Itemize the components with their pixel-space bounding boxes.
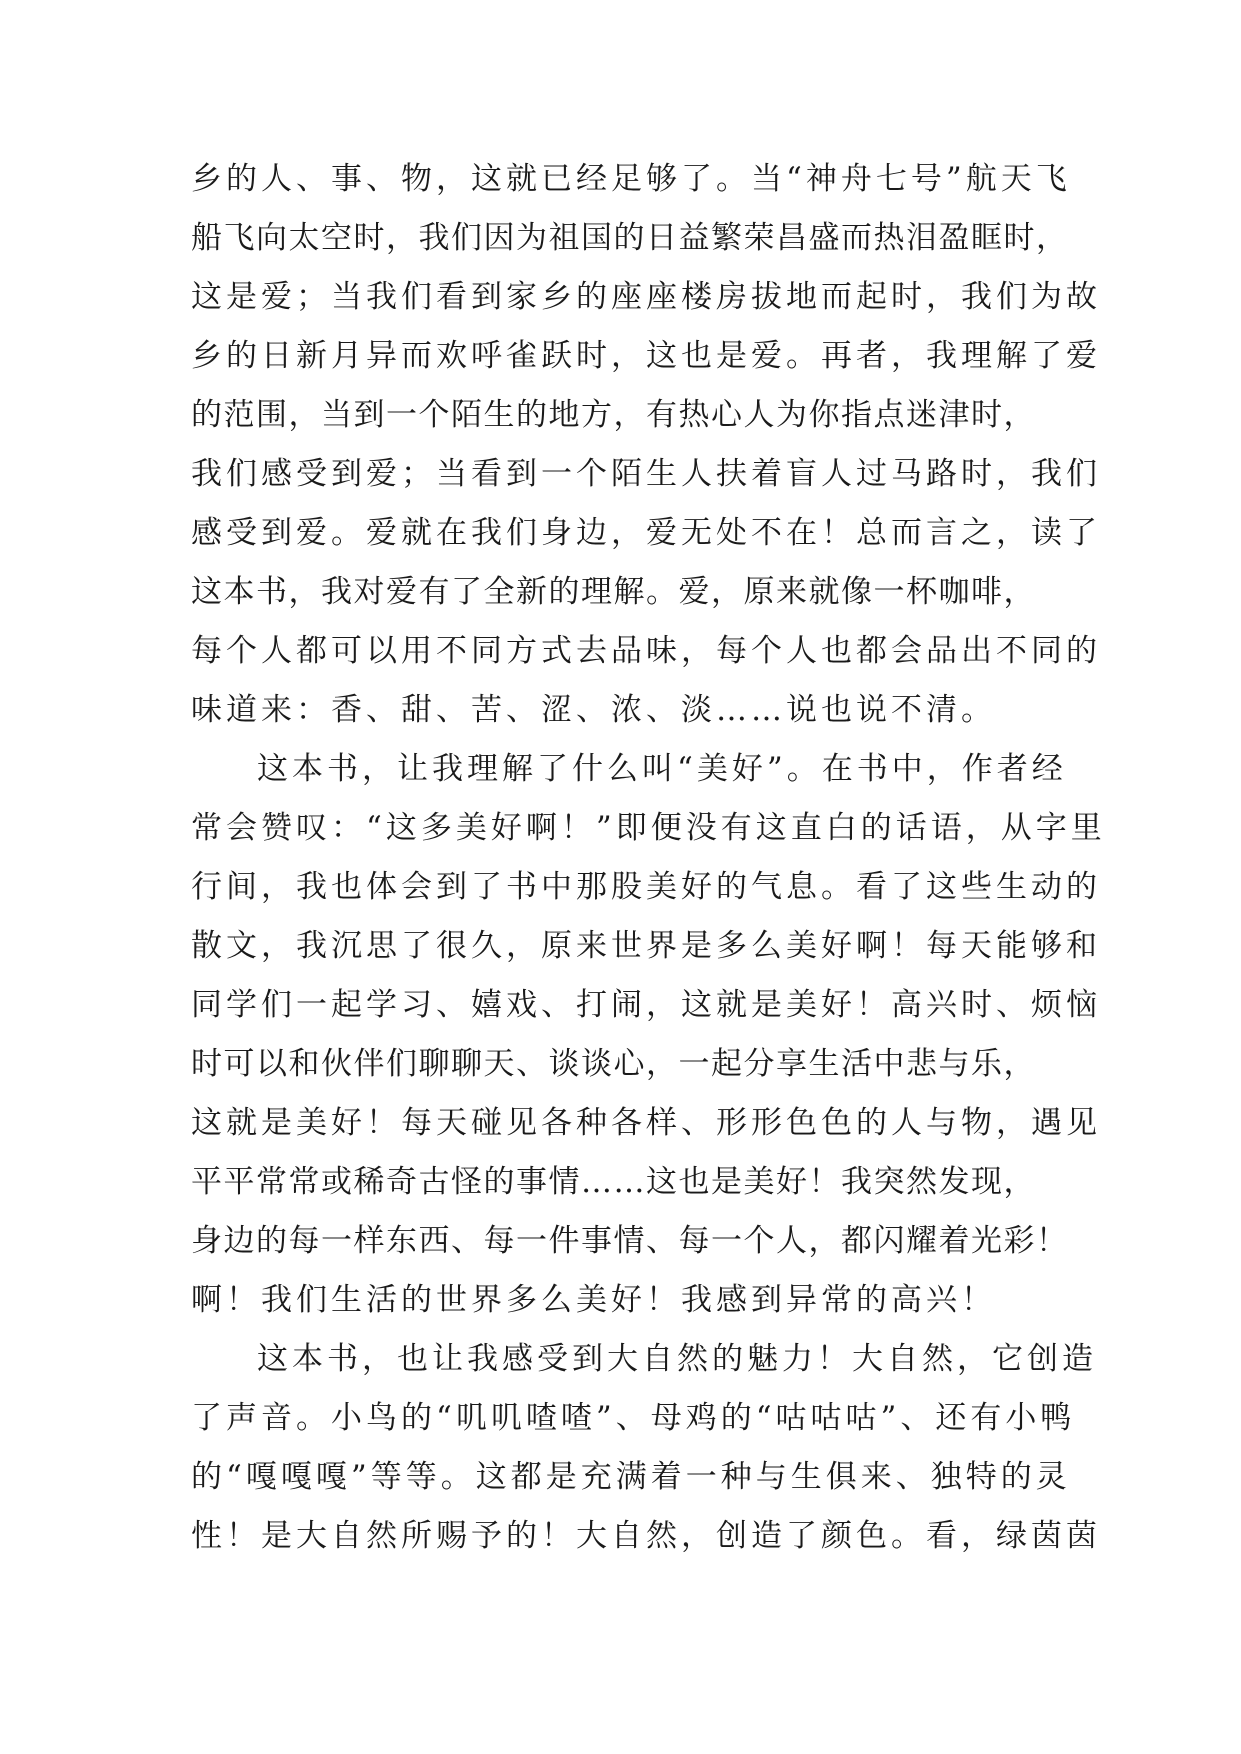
text-line: 船飞向太空时，我们因为祖国的日益繁荣昌盛而热泪盈眶时，: [191, 220, 1069, 256]
text-line: 的“嘎嘎嘎”等等。这都是充满着一种与生俱来、独特的灵: [191, 1459, 1071, 1495]
text-line: 每个人都可以用不同方式去品味，每个人也都会品出不同的: [191, 633, 1101, 669]
text-line: 行间，我也体会到了书中那股美好的气息。看了这些生动的: [191, 869, 1101, 905]
text-line: 味道来：香、甜、苦、涩、浓、淡……说也说不清。: [191, 692, 996, 728]
paragraph-first-line: 这本书，也让我感受到大自然的魅力！大自然，它创造: [257, 1341, 1097, 1377]
text-line: 时可以和伙伴们聊聊天、谈谈心，一起分享生活中悲与乐，: [191, 1046, 1036, 1082]
text-line: 啊！我们生活的世界多么美好！我感到异常的高兴！: [191, 1282, 996, 1318]
text-line: 这是爱；当我们看到家乡的座座楼房拔地而起时，我们为故: [191, 279, 1101, 315]
body-text: [191, 150, 1106, 1566]
text-line: 这本书，我对爱有了全新的理解。爱，原来就像一杯咖啡，: [191, 574, 1036, 610]
text-line: 的范围，当到一个陌生的地方，有热心人为你指点迷津时，: [191, 397, 1036, 433]
text-line: 我们感受到爱；当看到一个陌生人扶着盲人过马路时，我们: [191, 456, 1101, 492]
text-line: 这就是美好！每天碰见各种各样、形形色色的人与物，遇见: [191, 1105, 1101, 1141]
text-line: 性！是大自然所赐予的！大自然，创造了颜色。看，绿茵茵: [191, 1518, 1101, 1554]
text-line: 平平常常或稀奇古怪的事情……这也是美好！我突然发现，: [191, 1164, 1036, 1200]
text-line: 感受到爱。爱就在我们身边，爱无处不在！总而言之，读了: [191, 515, 1101, 551]
text-line: 常会赞叹：“这多美好啊！”即便没有这直白的话语，从字里: [191, 810, 1106, 846]
text-line: 身边的每一样东西、每一件事情、每一个人，都闪耀着光彩！: [191, 1223, 1069, 1259]
text-line: 乡的日新月异而欢呼雀跃时，这也是爱。再者，我理解了爱: [191, 338, 1101, 374]
paragraph-first-line: 这本书，让我理解了什么叫“美好”。在书中，作者经: [257, 751, 1067, 787]
text-line: 乡的人、事、物，这就已经足够了。当“神舟七号”航天飞: [191, 161, 1071, 197]
text-line: 散文，我沉思了很久，原来世界是多么美好啊！每天能够和: [191, 928, 1101, 964]
text-line: 了声音。小鸟的“叽叽喳喳”、母鸡的“咕咕咕”、还有小鸭: [191, 1400, 1076, 1436]
text-line: 同学们一起学习、嬉戏、打闹，这就是美好！高兴时、烦恼: [191, 987, 1101, 1023]
